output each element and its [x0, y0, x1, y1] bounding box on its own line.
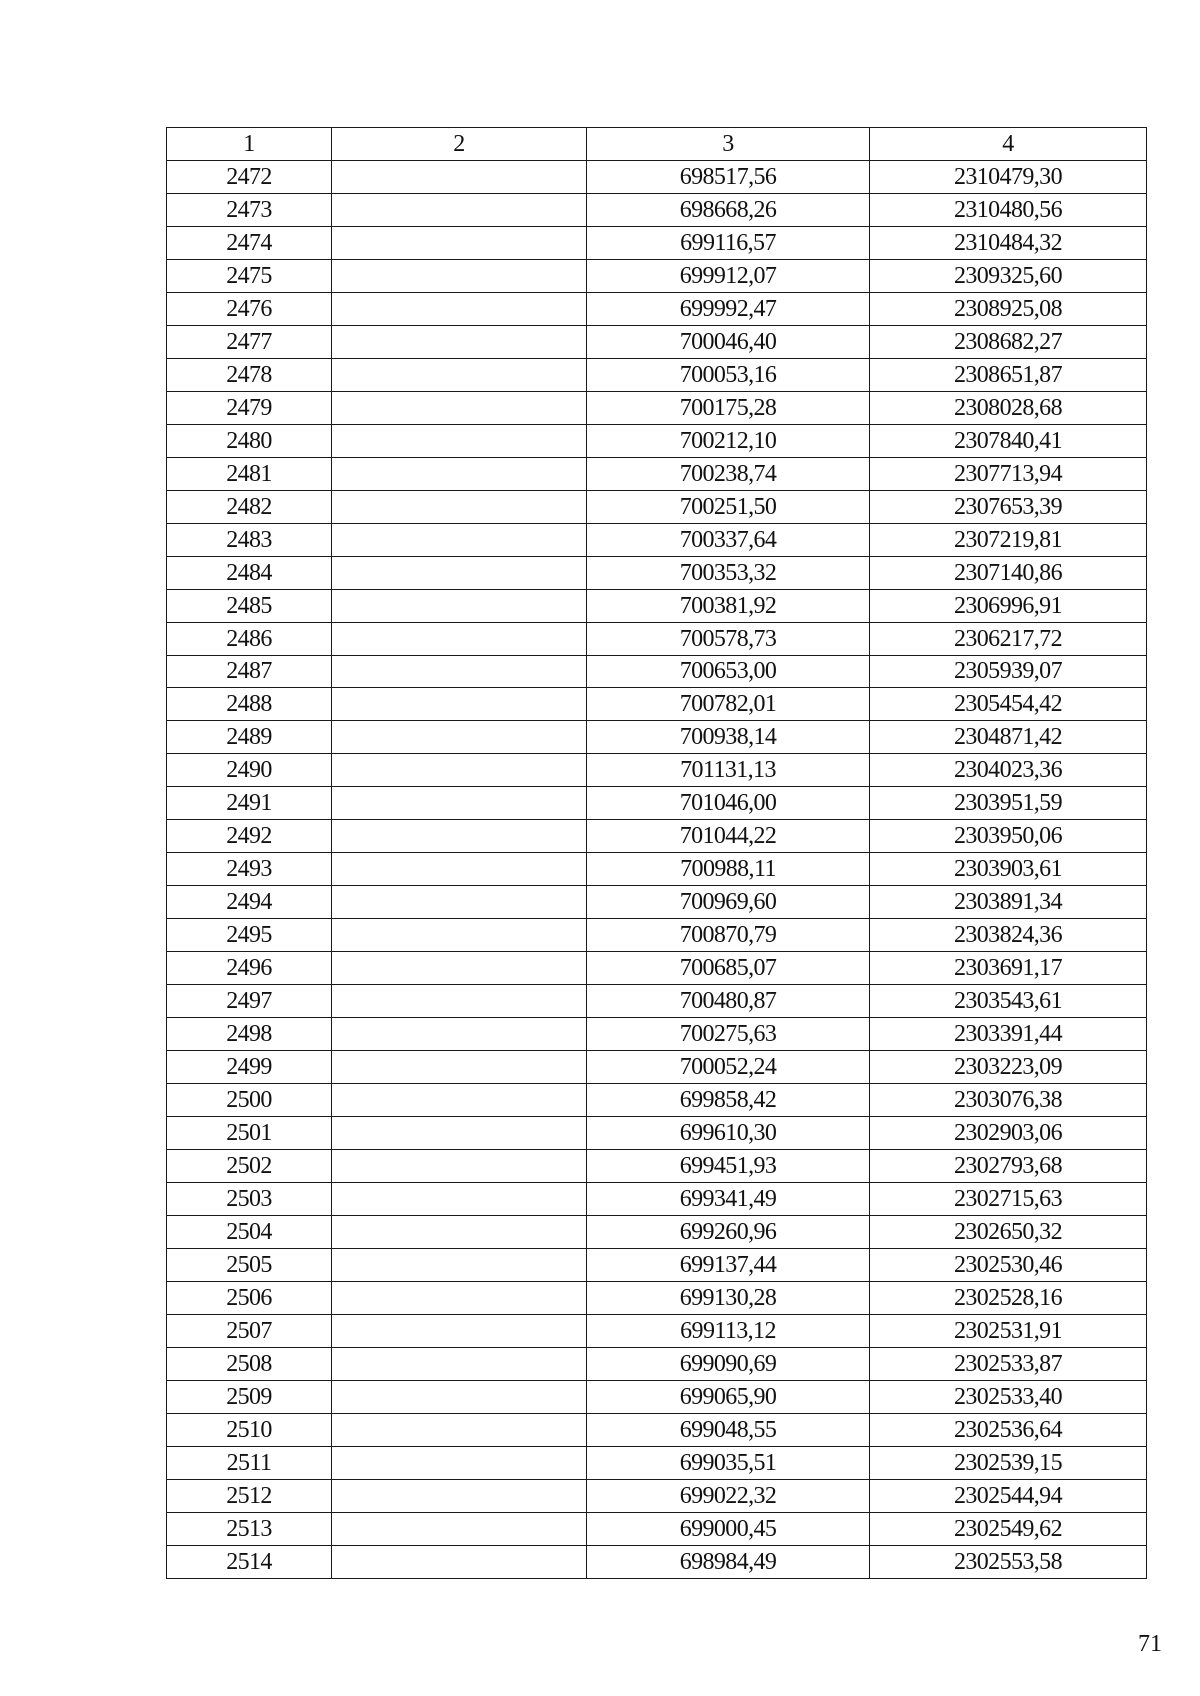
- column-2-cell: [332, 490, 587, 523]
- y-coordinate-cell: 2302533,87: [870, 1347, 1147, 1380]
- point-number-cell: 2486: [167, 622, 332, 655]
- column-2-cell: [332, 688, 587, 721]
- y-coordinate-cell: 2303223,09: [870, 1051, 1147, 1084]
- x-coordinate-cell: 700988,11: [587, 853, 870, 886]
- header-cell-1: 1: [167, 128, 332, 161]
- y-coordinate-cell: 2303691,17: [870, 952, 1147, 985]
- table-row: [167, 853, 1147, 886]
- y-coordinate-cell: 2307219,81: [870, 523, 1147, 556]
- column-2-cell: [332, 1183, 587, 1216]
- point-number-cell: 2473: [167, 193, 332, 226]
- x-coordinate-cell: 700175,28: [587, 391, 870, 424]
- point-number-cell: 2475: [167, 259, 332, 292]
- x-coordinate-cell: 700480,87: [587, 985, 870, 1018]
- column-2-cell: [332, 787, 587, 820]
- table-row: [167, 919, 1147, 952]
- table-row: [167, 1051, 1147, 1084]
- y-coordinate-cell: 2303076,38: [870, 1084, 1147, 1117]
- y-coordinate-cell: 2302533,40: [870, 1380, 1147, 1413]
- point-number-cell: 2501: [167, 1117, 332, 1150]
- column-2-cell: [332, 1150, 587, 1183]
- column-2-cell: [332, 1117, 587, 1150]
- table-row: [167, 391, 1147, 424]
- x-coordinate-cell: 700870,79: [587, 919, 870, 952]
- column-2-cell: [332, 985, 587, 1018]
- table-row: [167, 589, 1147, 622]
- table-row: [167, 1215, 1147, 1248]
- x-coordinate-cell: 700938,14: [587, 721, 870, 754]
- y-coordinate-cell: 2308925,08: [870, 292, 1147, 325]
- x-coordinate-cell: 699090,69: [587, 1347, 870, 1380]
- y-coordinate-cell: 2305454,42: [870, 688, 1147, 721]
- y-coordinate-cell: 2307713,94: [870, 457, 1147, 490]
- y-coordinate-cell: 2305939,07: [870, 655, 1147, 688]
- y-coordinate-cell: 2306217,72: [870, 622, 1147, 655]
- column-2-cell: [332, 391, 587, 424]
- column-2-cell: [332, 721, 587, 754]
- x-coordinate-cell: 699451,93: [587, 1150, 870, 1183]
- table-row: [167, 160, 1147, 193]
- point-number-cell: 2510: [167, 1413, 332, 1446]
- column-2-cell: [332, 886, 587, 919]
- y-coordinate-cell: 2303903,61: [870, 853, 1147, 886]
- column-2-cell: [332, 853, 587, 886]
- column-2-cell: [332, 1018, 587, 1051]
- point-number-cell: 2483: [167, 523, 332, 556]
- y-coordinate-cell: 2303951,59: [870, 787, 1147, 820]
- point-number-cell: 2476: [167, 292, 332, 325]
- table-row: [167, 1084, 1147, 1117]
- x-coordinate-cell: 700685,07: [587, 952, 870, 985]
- y-coordinate-cell: 2308651,87: [870, 358, 1147, 391]
- y-coordinate-cell: 2303891,34: [870, 886, 1147, 919]
- header-cell-3: 3: [587, 128, 870, 161]
- table-body: [167, 128, 1147, 1579]
- column-2-cell: [332, 1248, 587, 1281]
- point-number-cell: 2482: [167, 490, 332, 523]
- column-2-cell: [332, 1281, 587, 1314]
- table-row: [167, 787, 1147, 820]
- x-coordinate-cell: 699065,90: [587, 1380, 870, 1413]
- column-2-cell: [332, 919, 587, 952]
- column-2-cell: [332, 589, 587, 622]
- y-coordinate-cell: 2302530,46: [870, 1248, 1147, 1281]
- column-2-cell: [332, 226, 587, 259]
- column-2-cell: [332, 1446, 587, 1479]
- x-coordinate-cell: 700653,00: [587, 655, 870, 688]
- table-row: [167, 358, 1147, 391]
- column-2-cell: [332, 292, 587, 325]
- header-cell-2: 2: [332, 128, 587, 161]
- column-2-cell: [332, 1512, 587, 1545]
- column-2-cell: [332, 193, 587, 226]
- x-coordinate-cell: 701046,00: [587, 787, 870, 820]
- column-2-cell: [332, 556, 587, 589]
- point-number-cell: 2490: [167, 754, 332, 787]
- table-header-row: [167, 128, 1147, 161]
- point-number-cell: 2497: [167, 985, 332, 1018]
- x-coordinate-cell: 700969,60: [587, 886, 870, 919]
- y-coordinate-cell: 2308028,68: [870, 391, 1147, 424]
- x-coordinate-cell: 699048,55: [587, 1413, 870, 1446]
- x-coordinate-cell: 700238,74: [587, 457, 870, 490]
- table-row: [167, 226, 1147, 259]
- point-number-cell: 2489: [167, 721, 332, 754]
- column-2-cell: [332, 820, 587, 853]
- x-coordinate-cell: 699116,57: [587, 226, 870, 259]
- x-coordinate-cell: 698517,56: [587, 160, 870, 193]
- y-coordinate-cell: 2307653,39: [870, 490, 1147, 523]
- y-coordinate-cell: 2303543,61: [870, 985, 1147, 1018]
- y-coordinate-cell: 2303950,06: [870, 820, 1147, 853]
- point-number-cell: 2514: [167, 1545, 332, 1578]
- point-number-cell: 2500: [167, 1084, 332, 1117]
- point-number-cell: 2485: [167, 589, 332, 622]
- x-coordinate-cell: 700578,73: [587, 622, 870, 655]
- column-2-cell: [332, 1413, 587, 1446]
- point-number-cell: 2502: [167, 1150, 332, 1183]
- point-number-cell: 2508: [167, 1347, 332, 1380]
- table-row: [167, 886, 1147, 919]
- y-coordinate-cell: 2306996,91: [870, 589, 1147, 622]
- x-coordinate-cell: 701131,13: [587, 754, 870, 787]
- point-number-cell: 2506: [167, 1281, 332, 1314]
- table-row: [167, 457, 1147, 490]
- point-number-cell: 2478: [167, 358, 332, 391]
- point-number-cell: 2472: [167, 160, 332, 193]
- point-number-cell: 2492: [167, 820, 332, 853]
- table-row: [167, 325, 1147, 358]
- table-row: [167, 1018, 1147, 1051]
- column-2-cell: [332, 1215, 587, 1248]
- table-row: [167, 1281, 1147, 1314]
- table-row: [167, 292, 1147, 325]
- column-2-cell: [332, 160, 587, 193]
- y-coordinate-cell: 2310479,30: [870, 160, 1147, 193]
- table-row: [167, 1413, 1147, 1446]
- table-row: [167, 424, 1147, 457]
- table-row: [167, 1183, 1147, 1216]
- table-row: [167, 556, 1147, 589]
- x-coordinate-cell: 700275,63: [587, 1018, 870, 1051]
- x-coordinate-cell: 699000,45: [587, 1512, 870, 1545]
- y-coordinate-cell: 2302903,06: [870, 1117, 1147, 1150]
- table-row: [167, 1479, 1147, 1512]
- column-2-cell: [332, 1479, 587, 1512]
- page-number: 71: [1138, 1631, 1162, 1657]
- y-coordinate-cell: 2303391,44: [870, 1018, 1147, 1051]
- y-coordinate-cell: 2302715,63: [870, 1183, 1147, 1216]
- column-2-cell: [332, 1380, 587, 1413]
- column-2-cell: [332, 325, 587, 358]
- x-coordinate-cell: 700052,24: [587, 1051, 870, 1084]
- x-coordinate-cell: 701044,22: [587, 820, 870, 853]
- point-number-cell: 2511: [167, 1446, 332, 1479]
- point-number-cell: 2507: [167, 1314, 332, 1347]
- point-number-cell: 2494: [167, 886, 332, 919]
- y-coordinate-cell: 2302539,15: [870, 1446, 1147, 1479]
- x-coordinate-cell: 699610,30: [587, 1117, 870, 1150]
- point-number-cell: 2503: [167, 1183, 332, 1216]
- x-coordinate-cell: 699260,96: [587, 1215, 870, 1248]
- table-row: [167, 985, 1147, 1018]
- x-coordinate-cell: 700381,92: [587, 589, 870, 622]
- y-coordinate-cell: 2302553,58: [870, 1545, 1147, 1578]
- column-2-cell: [332, 952, 587, 985]
- x-coordinate-cell: 699137,44: [587, 1248, 870, 1281]
- y-coordinate-cell: 2310480,56: [870, 193, 1147, 226]
- point-number-cell: 2481: [167, 457, 332, 490]
- point-number-cell: 2512: [167, 1479, 332, 1512]
- y-coordinate-cell: 2302549,62: [870, 1512, 1147, 1545]
- column-2-cell: [332, 1051, 587, 1084]
- point-number-cell: 2493: [167, 853, 332, 886]
- point-number-cell: 2504: [167, 1215, 332, 1248]
- x-coordinate-cell: 699992,47: [587, 292, 870, 325]
- y-coordinate-cell: 2302531,91: [870, 1314, 1147, 1347]
- x-coordinate-cell: 699022,32: [587, 1479, 870, 1512]
- header-cell-4: 4: [870, 128, 1147, 161]
- point-number-cell: 2474: [167, 226, 332, 259]
- point-number-cell: 2505: [167, 1248, 332, 1281]
- column-2-cell: [332, 259, 587, 292]
- point-number-cell: 2499: [167, 1051, 332, 1084]
- x-coordinate-cell: 699130,28: [587, 1281, 870, 1314]
- y-coordinate-cell: 2302536,64: [870, 1413, 1147, 1446]
- table-row: [167, 754, 1147, 787]
- column-2-cell: [332, 358, 587, 391]
- table-row: [167, 1117, 1147, 1150]
- table-row: [167, 1380, 1147, 1413]
- point-number-cell: 2496: [167, 952, 332, 985]
- point-number-cell: 2487: [167, 655, 332, 688]
- table-row: [167, 1314, 1147, 1347]
- x-coordinate-cell: 699341,49: [587, 1183, 870, 1216]
- y-coordinate-cell: 2307840,41: [870, 424, 1147, 457]
- x-coordinate-cell: 699035,51: [587, 1446, 870, 1479]
- x-coordinate-cell: 700053,16: [587, 358, 870, 391]
- coordinates-table: [166, 127, 1147, 1579]
- y-coordinate-cell: 2302544,94: [870, 1479, 1147, 1512]
- table-row: [167, 259, 1147, 292]
- x-coordinate-cell: 700353,32: [587, 556, 870, 589]
- x-coordinate-cell: 698984,49: [587, 1545, 870, 1578]
- table-row: [167, 655, 1147, 688]
- y-coordinate-cell: 2309325,60: [870, 259, 1147, 292]
- x-coordinate-cell: 699113,12: [587, 1314, 870, 1347]
- column-2-cell: [332, 1347, 587, 1380]
- y-coordinate-cell: 2304871,42: [870, 721, 1147, 754]
- column-2-cell: [332, 424, 587, 457]
- y-coordinate-cell: 2302528,16: [870, 1281, 1147, 1314]
- table-row: [167, 1446, 1147, 1479]
- table-row: [167, 490, 1147, 523]
- y-coordinate-cell: 2307140,86: [870, 556, 1147, 589]
- column-2-cell: [332, 655, 587, 688]
- x-coordinate-cell: 700251,50: [587, 490, 870, 523]
- x-coordinate-cell: 700337,64: [587, 523, 870, 556]
- point-number-cell: 2491: [167, 787, 332, 820]
- y-coordinate-cell: 2302793,68: [870, 1150, 1147, 1183]
- table-row: [167, 820, 1147, 853]
- table-row: [167, 193, 1147, 226]
- point-number-cell: 2513: [167, 1512, 332, 1545]
- point-number-cell: 2479: [167, 391, 332, 424]
- x-coordinate-cell: 700212,10: [587, 424, 870, 457]
- x-coordinate-cell: 698668,26: [587, 193, 870, 226]
- point-number-cell: 2488: [167, 688, 332, 721]
- y-coordinate-cell: 2304023,36: [870, 754, 1147, 787]
- table-row: [167, 952, 1147, 985]
- table-row: [167, 1512, 1147, 1545]
- table-row: [167, 622, 1147, 655]
- point-number-cell: 2480: [167, 424, 332, 457]
- point-number-cell: 2484: [167, 556, 332, 589]
- table-row: [167, 1347, 1147, 1380]
- point-number-cell: 2498: [167, 1018, 332, 1051]
- column-2-cell: [332, 754, 587, 787]
- point-number-cell: 2495: [167, 919, 332, 952]
- x-coordinate-cell: 700782,01: [587, 688, 870, 721]
- table-row: [167, 688, 1147, 721]
- table-row: [167, 721, 1147, 754]
- column-2-cell: [332, 1314, 587, 1347]
- column-2-cell: [332, 457, 587, 490]
- point-number-cell: 2477: [167, 325, 332, 358]
- y-coordinate-cell: 2308682,27: [870, 325, 1147, 358]
- table-row: [167, 523, 1147, 556]
- y-coordinate-cell: 2302650,32: [870, 1215, 1147, 1248]
- table-row: [167, 1248, 1147, 1281]
- y-coordinate-cell: 2303824,36: [870, 919, 1147, 952]
- column-2-cell: [332, 1545, 587, 1578]
- column-2-cell: [332, 1084, 587, 1117]
- column-2-cell: [332, 523, 587, 556]
- x-coordinate-cell: 699912,07: [587, 259, 870, 292]
- x-coordinate-cell: 699858,42: [587, 1084, 870, 1117]
- point-number-cell: 2509: [167, 1380, 332, 1413]
- table-row: [167, 1545, 1147, 1578]
- column-2-cell: [332, 622, 587, 655]
- x-coordinate-cell: 700046,40: [587, 325, 870, 358]
- y-coordinate-cell: 2310484,32: [870, 226, 1147, 259]
- table-row: [167, 1150, 1147, 1183]
